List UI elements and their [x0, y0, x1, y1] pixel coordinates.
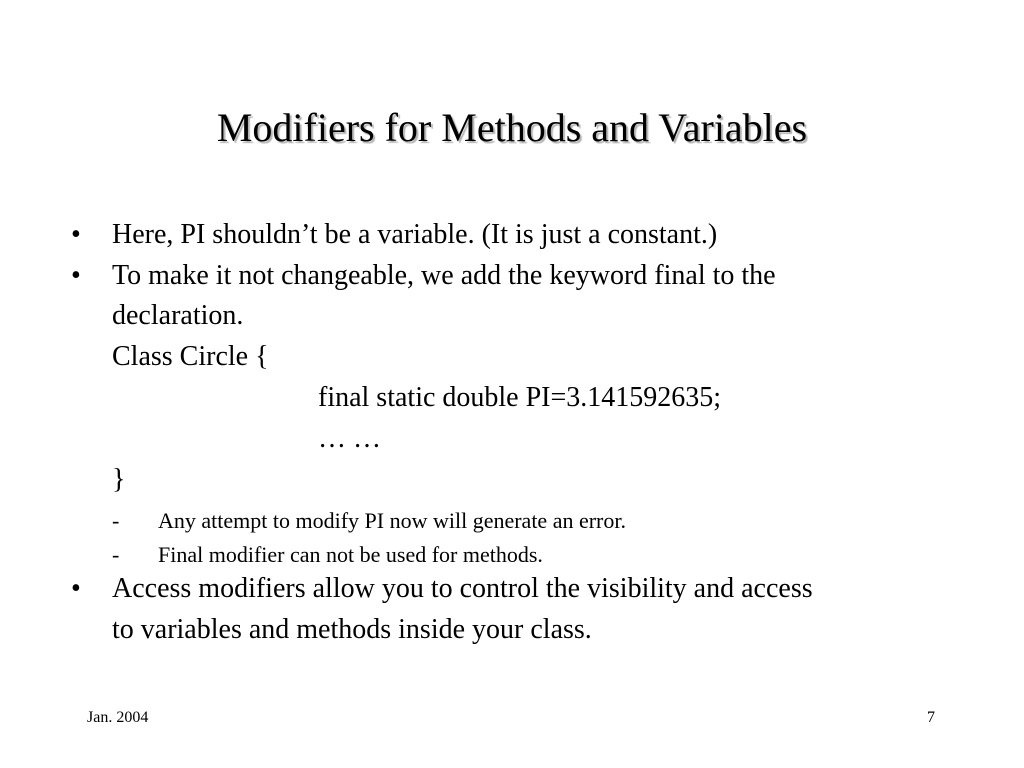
bullet-text-1: Here, PI shouldn’t be a variable. (It is just a constant.) — [112, 219, 718, 250]
code-line-declaration: final static double PI=3.141592635; — [318, 382, 722, 413]
bullet-marker: • — [71, 219, 81, 250]
sub-item-1: Any attempt to modify PI now will generate an error. — [158, 508, 626, 533]
footer-page-number: 7 — [927, 709, 935, 726]
bullet-marker: • — [71, 573, 81, 604]
sub-item-dash: - — [112, 542, 120, 567]
sub-item-dash: - — [112, 508, 120, 533]
bullet-text-2-line-1: To make it not changeable, we add the keyword final to the — [112, 260, 776, 291]
bullet-text-2-line-2: declaration. — [112, 300, 244, 331]
bullet-text-3-line-1: Access modifiers allow you to control the visibility and access — [112, 573, 813, 604]
bullet-text-3-line-2: to variables and methods inside your class. — [112, 614, 592, 645]
code-line-ellipsis: … … — [318, 423, 381, 454]
slide-title: Modifiers for Methods and Variables — [216, 105, 808, 150]
bullet-marker: • — [71, 260, 81, 291]
code-line-class-open: Class Circle { — [112, 341, 269, 372]
code-line-class-close: } — [112, 464, 126, 495]
footer-date: Jan. 2004 — [87, 709, 149, 726]
sub-item-2: Final modifier can not be used for methods. — [158, 542, 543, 567]
